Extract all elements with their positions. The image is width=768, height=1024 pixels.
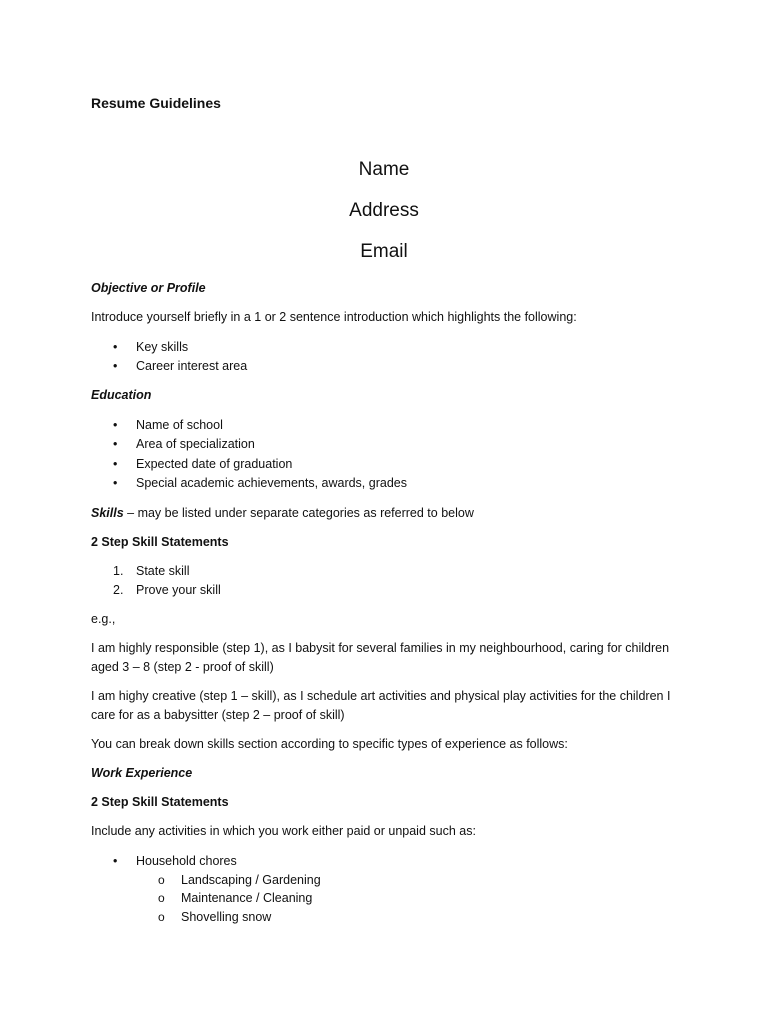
bullet-icon: • — [113, 359, 118, 373]
objective-heading: Objective or Profile — [91, 281, 206, 295]
skills-line — [91, 504, 474, 522]
bullet-icon: • — [113, 854, 118, 868]
example-para2-line2: care for as a babysitter (step 2 – proof of skill) — [91, 708, 345, 722]
work-sub-shovelling: Shovelling snow — [181, 910, 272, 924]
skills-note: – may be listed under separate categories as referred to below — [123, 506, 474, 520]
bullet-icon: • — [113, 340, 118, 354]
sub-bullet-icon: o — [158, 891, 165, 905]
work-sub-maintenance: Maintenance / Cleaning — [181, 891, 313, 905]
sub-bullet-icon: o — [158, 910, 165, 924]
education-bullet-achievements: Special academic achievements, awards, grades — [136, 476, 407, 490]
header-email: Email — [360, 241, 408, 262]
example-para2-line1: I am highy creative (step 1 – skill), as I schedule art activities and physical play activities for the children I — [91, 689, 671, 703]
sub-bullet-icon: o — [158, 873, 165, 887]
step-prove-skill: Prove your skill — [136, 583, 221, 597]
skills-heading: Skills — [91, 506, 124, 520]
objective-bullet-key-skills: Key skills — [136, 340, 189, 354]
bullet-icon: • — [113, 476, 118, 490]
objective-intro: Introduce yourself briefly in a 1 or 2 sentence introduction which highlights the following: — [91, 310, 577, 324]
work-bullet-household: Household chores — [136, 854, 237, 868]
work-sub-landscaping: Landscaping / Gardening — [181, 873, 321, 887]
example-label: e.g., — [91, 612, 116, 626]
education-heading: Education — [91, 388, 152, 402]
document-title: Resume Guidelines — [91, 95, 221, 111]
header-address: Address — [349, 200, 419, 221]
work-two-step-heading: 2 Step Skill Statements — [91, 795, 229, 809]
bullet-icon: • — [113, 437, 118, 451]
two-step-heading: 2 Step Skill Statements — [91, 535, 229, 549]
bullet-icon: • — [113, 418, 118, 432]
step-state-skill: State skill — [136, 564, 190, 578]
example-para1-line1: I am highly responsible (step 1), as I babysit for several families in my neighbourhood, caring for children — [91, 641, 670, 655]
header-name: Name — [358, 159, 410, 180]
work-experience-heading: Work Experience — [91, 766, 193, 780]
objective-bullet-career: Career interest area — [136, 359, 248, 373]
step-number: 1. — [113, 564, 124, 578]
work-intro: Include any activities in which you work either paid or unpaid such as: — [91, 824, 476, 838]
education-bullet-school: Name of school — [136, 418, 223, 432]
example-para1-line2: aged 3 – 8 (step 2 - proof of skill) — [91, 660, 274, 674]
breakdown-text: You can break down skills section according to specific types of experience as follows: — [91, 737, 568, 751]
education-bullet-graduation: Expected date of graduation — [136, 457, 293, 471]
education-bullet-specialization: Area of specialization — [136, 437, 255, 451]
step-number: 2. — [113, 583, 124, 597]
bullet-icon: • — [113, 457, 118, 471]
